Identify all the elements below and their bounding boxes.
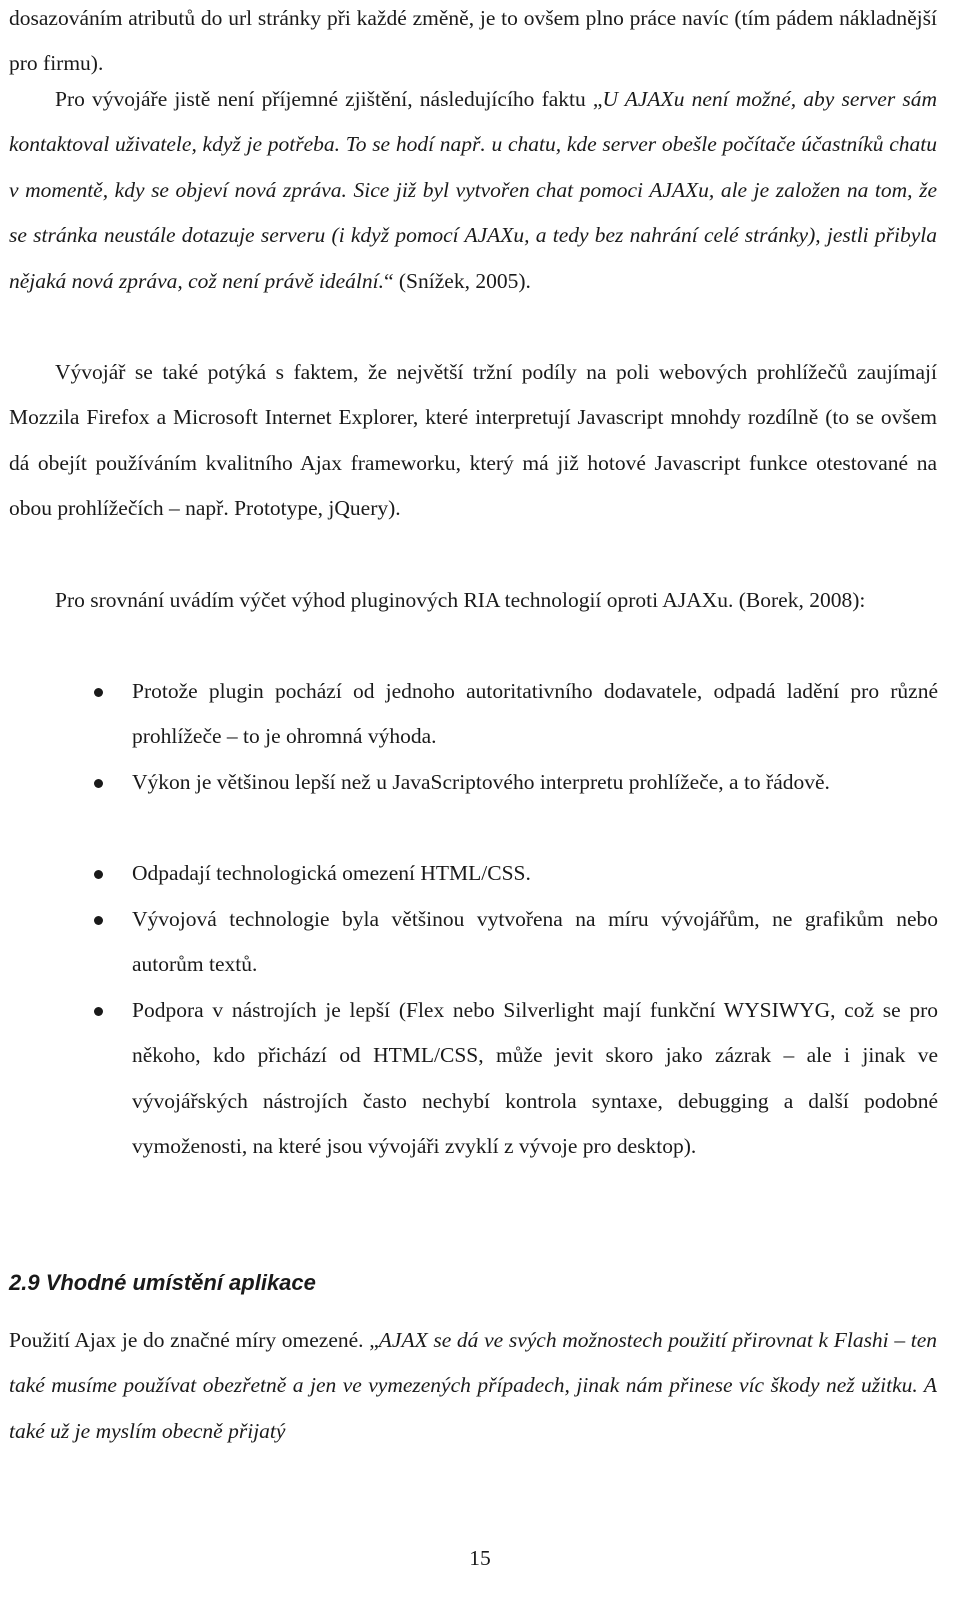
paragraph-4-text: Pro srovnání uvádím výčet výhod pluginových RIA technologií oproti AJAXu. (Borek, 2008): [55, 588, 866, 612]
paragraph-5 [9, 1318, 937, 1454]
list-item: Výkon je většinou lepší než u JavaScriptového interpretu prohlížeče, a to řádově. [132, 770, 830, 794]
paragraph-3-text: Vývojář se také potýká s faktem, že největší tržní podíly na poli webových prohlížečů zaujímají Mozzila Firefox a Microsoft Internet Explorer, které interpretují Javascript mnohdy rozdílně (to se ovšem dá obejít používáním kvalitního Ajax frameworku, který má již hotové Javascript funkce otestované na obou prohlížečích – např. Prototype, jQuery). [9, 360, 937, 521]
bullet-dot-icon [94, 779, 103, 788]
paragraph-2-citation: “ (Snížek, 2005). [383, 268, 531, 293]
bullet-dot-icon [94, 916, 103, 925]
paragraph-5-quote: AJAX se dá ve svých možnostech použití přirovnat k Flashi – ten také musíme používat obezřetně a jen ve vymezených případech, jinak nám přinese víc škody než užitku. A také už je myslím obecně přijatý [9, 1328, 937, 1443]
list-item: Vývojová technologie byla většinou vytvořena na míru vývojářům, ne grafikům nebo autorům textů. [132, 907, 938, 977]
list-item: Protože plugin pochází od jednoho autoritativního dodavatele, odpadá ladění pro různé prohlížeče – to je ohromná výhoda. [132, 679, 938, 749]
section-heading: 2.9 Vhodné umístění aplikace [9, 1270, 316, 1295]
paragraph-2-quote: U AJAXu není možné, aby server sám kontaktoval uživatele, když je potřeba. To se hodí např. u chatu, kde server obešle počítače účastníků chatu v momentě, kdy se objeví nová zpráva. Sice již byl vytvořen chat pomoci AJAXu, ale je založen na tom, že se stránka neustále dotazuje serveru (i když pomocí AJAXu, a tedy bez nahrání celé stránky), jestli přibyla nějaká nová zpráva, což není právě ideální. [9, 87, 937, 293]
bullet-dot-icon [94, 1007, 103, 1016]
paragraph-2 [9, 77, 937, 304]
list-item: Odpadají technologická omezení HTML/CSS. [132, 861, 531, 885]
paragraph-5-intro: Použití Ajax je do značné míry omezené. „ [9, 1328, 379, 1352]
paragraph-2-intro: Pro vývojáře jistě není příjemné zjištění, následujícího faktu „ [55, 87, 603, 111]
paragraph-4 [9, 578, 937, 623]
paragraph-1: dosazováním atributů do url stránky při každé změně, je to ovšem plno práce navíc (tím pádem nákladnější pro firmu). [9, 6, 937, 76]
page-number: 15 [469, 1546, 491, 1570]
paragraph-3 [9, 350, 937, 532]
list-item: Podpora v nástrojích je lepší (Flex nebo Silverlight mají funkční WYSIWYG, což se pro někoho, kdo přichází od HTML/CSS, může jevit skoro jako zázrak – ale i jinak ve vývojářských nástrojích často nechybí kontrola syntaxe, debugging a další podobné vymoženosti, na které jsou vývojáři zvyklí z vývoje pro desktop). [132, 998, 938, 1159]
bullet-dot-icon [94, 870, 103, 879]
bullet-dot-icon [94, 688, 103, 697]
